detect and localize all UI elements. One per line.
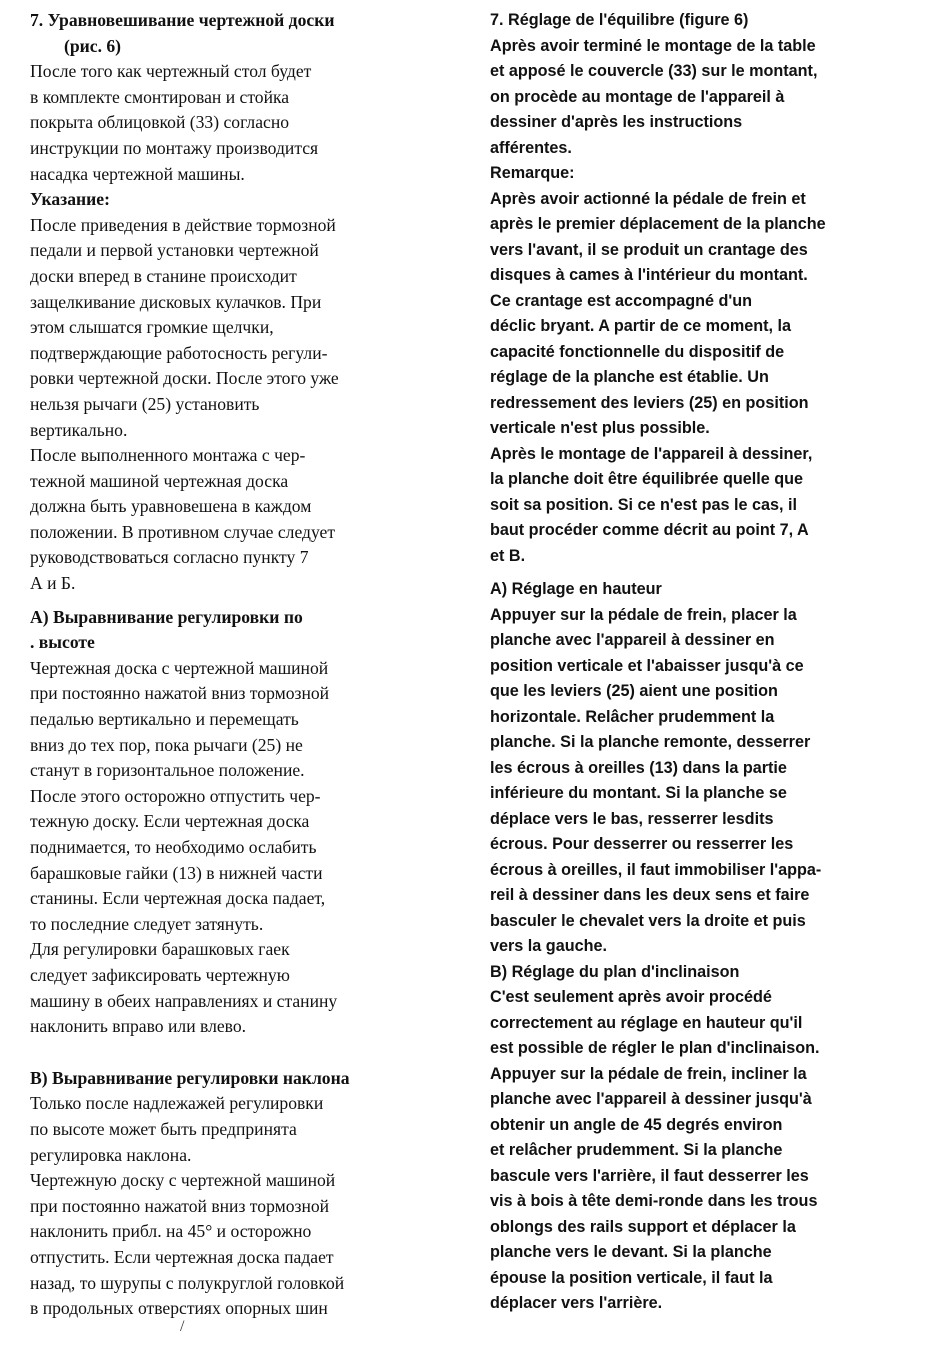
paragraph-line: et relâcher prudemment. Si la planche <box>490 1141 783 1159</box>
paragraph-line: Après le montage de l'appareil à dessiner, <box>490 444 813 463</box>
russian-column <box>30 8 440 1322</box>
paragraph-line: А и Б. <box>30 573 76 594</box>
paragraph-line: on procède au montage de l'appareil à <box>490 87 785 106</box>
paragraph-line: доски вперед в станине происходит <box>30 265 297 286</box>
french-column <box>490 8 898 1317</box>
paragraph-line: этом слышатся громкие щелчки, <box>30 317 274 338</box>
spacer <box>490 569 898 577</box>
paragraph-line: planche vers le devant. Si la planche <box>490 1243 772 1261</box>
paragraph-line: correctement au réglage en hauteur qu'il <box>490 1013 803 1032</box>
paragraph-line: поднимается, то необходимо ослабить <box>30 837 317 857</box>
paragraph-line: отпустить. Если чертежная доска падает <box>30 1246 334 1267</box>
paragraph-line: capacité fonctionnelle du dispositif de <box>490 342 785 361</box>
paragraph-line: écrous. Pour desserrer ou resserrer les <box>490 835 794 853</box>
paragraph-line: барашковые гайки (13) в нижней части <box>30 862 323 883</box>
paragraph-line: покрыта облицовкой (33) согласно <box>30 112 290 133</box>
spacer <box>30 1040 440 1066</box>
paragraph-line: planche avec l'appareil à dessiner en <box>490 631 775 649</box>
paragraph-line: После этого осторожно отпустить чер- <box>30 785 321 806</box>
paragraph-line: que les leviers (25) aient une position <box>490 682 778 700</box>
paragraph-line: по высоте может быть предпринята <box>30 1118 297 1139</box>
paragraph-line: После того как чертежный стол будет <box>30 61 312 82</box>
paragraph-line: назад, то шурупы с полукруглой головкой <box>30 1272 345 1293</box>
paragraph-line: в продольных отверстиях опорных шин <box>30 1298 328 1319</box>
paragraph-line: Чертежная доска с чертежной машиной <box>30 657 329 678</box>
note-heading: Remarque: <box>490 164 575 182</box>
paragraph-line: После выполненного монтажа с чер- <box>30 445 306 466</box>
paragraph-line: réglage de la planche est établie. Un <box>490 368 769 386</box>
paragraph-line: Appuyer sur la pédale de frein, placer la <box>490 605 797 624</box>
spacer <box>30 597 440 605</box>
paragraph-line: et apposé le couvercle (33) sur le montant, <box>490 62 818 80</box>
paragraph-line: нельзя рычаги (25) установить <box>30 393 260 414</box>
paragraph-line: подтверждающие работосность регули- <box>30 342 328 363</box>
paragraph-line: Только после надлежажей регулировки <box>30 1093 324 1114</box>
section-b-heading: B) Réglage du plan d'inclinaison <box>490 962 740 981</box>
paragraph-line: тежную доску. Если чертежная доска <box>30 811 310 832</box>
paragraph-line: должна быть уравновешена в каждом <box>30 496 312 517</box>
paragraph-line: станины. Если чертежная доска падает, <box>30 888 326 909</box>
paragraph-line: la planche doit être équilibrée quelle que <box>490 470 804 488</box>
paragraph-line: насадка чертежной машины. <box>30 163 245 184</box>
paragraph-line: защелкивание дисковых кулачков. При <box>30 291 322 312</box>
paragraph-line: тежной машиной чертежная доска <box>30 470 289 491</box>
paragraph-line: basculer le chevalet vers la droite et puis <box>490 911 806 930</box>
paragraph-line: baut procéder comme décrit au point 7, A <box>490 521 809 539</box>
paragraph-line: педалью вертикально и перемещать <box>30 709 299 730</box>
paragraph-line: наклонить вправо или влево. <box>30 1016 247 1037</box>
paragraph-line: planche avec l'appareil à dessiner jusqu'à <box>490 1090 812 1108</box>
paragraph-line: soit sa position. Si ce n'est pas le cas, il <box>490 495 798 514</box>
stray-mark: / <box>180 1318 185 1335</box>
paragraph-line: следует зафиксировать чертежную <box>30 964 290 985</box>
paragraph-line: après le premier déplacement de la planche <box>490 215 826 233</box>
section-7-heading-cont: (рис. 6) <box>64 35 122 56</box>
paragraph-line: déclic bryant. A partir de ce moment, la <box>490 317 792 335</box>
paragraph-line: épouse la position verticale, il faut la <box>490 1268 773 1287</box>
paragraph-line: horizontale. Relâcher prudemment la <box>490 707 775 726</box>
section-a-heading: A) Réglage en hauteur <box>490 580 662 598</box>
paragraph-line: то последние следует затянуть. <box>30 913 264 934</box>
paragraph-line: регулировка наклона. <box>30 1144 192 1165</box>
paragraph-line: наклонить прибл. на 45° и осторожно <box>30 1221 312 1242</box>
paragraph-line: vers la gauche. <box>490 937 607 955</box>
paragraph-line: écrous à oreilles, il faut immobiliser l'appa- <box>490 860 822 879</box>
note-heading: Указание: <box>30 189 110 210</box>
paragraph-line: Après avoir actionné la pédale de frein et <box>490 189 806 208</box>
section-b-heading: В) Выравнивание регулировки наклона <box>30 1067 350 1088</box>
section-7-heading: 7. Уравновешивание чертежной доски <box>30 10 335 30</box>
paragraph-line: вниз до тех пор, пока рычаги (25) не <box>30 734 303 755</box>
paragraph-line: les écrous à oreilles (13) dans la partie <box>490 758 787 777</box>
paragraph-line: redressement des leviers (25) en position <box>490 393 809 412</box>
paragraph-line: при постоянно нажатой вниз тормозной <box>30 683 330 704</box>
paragraph-line: После приведения в действие тормозной <box>30 214 336 235</box>
paragraph-line: Appuyer sur la pédale de frein, incliner la <box>490 1064 807 1083</box>
paragraph-line: obtenir un angle de 45 degrés environ <box>490 1115 783 1134</box>
paragraph-line: dessiner d'après les instructions <box>490 113 743 131</box>
paragraph-line: Для регулировки барашковых гаек <box>30 939 290 960</box>
paragraph-line: машину в обеих направлениях и станину <box>30 990 338 1011</box>
paragraph-line: в комплекте смонтирован и стойка <box>30 86 290 107</box>
paragraph-line: disques à cames à l'intérieur du montant. <box>490 266 808 284</box>
paragraph-line: vis à bois à tête demi-ronde dans les trous <box>490 1192 818 1210</box>
paragraph-line: oblongs des rails support et déplacer la <box>490 1217 796 1236</box>
paragraph-line: при постоянно нажатой вниз тормозной <box>30 1195 330 1216</box>
paragraph-line: станут в горизонтальное положение. <box>30 760 305 781</box>
paragraph-line: ровки чертежной доски. После этого уже <box>30 368 339 389</box>
paragraph-line: déplace vers le bas, resserrer lesdits <box>490 809 774 828</box>
section-a-heading-cont: . высоте <box>30 632 95 653</box>
paragraph-line: Après avoir terminé le montage de la table <box>490 36 816 55</box>
paragraph-line: reil à dessiner dans les deux sens et faire <box>490 886 810 904</box>
paragraph-line: inférieure du montant. Si la planche se <box>490 784 787 802</box>
paragraph-line: et B. <box>490 546 526 565</box>
paragraph-line: вертикально. <box>30 419 128 440</box>
paragraph-line: инструкции по монтажу производится <box>30 137 319 158</box>
paragraph-line: planche. Si la planche remonte, desserrer <box>490 733 811 751</box>
paragraph-line: vers l'avant, il se produit un crantage des <box>490 240 808 259</box>
paragraph-line: déplacer vers l'arrière. <box>490 1294 663 1312</box>
paragraph-line: verticale n'est plus possible. <box>490 419 710 437</box>
paragraph-line: C'est seulement après avoir procédé <box>490 988 772 1006</box>
paragraph-line: est possible de régler le plan d'inclinaison. <box>490 1039 820 1057</box>
paragraph-line: руководствоваться согласно пункту 7 <box>30 547 309 568</box>
section-a-heading: А) Выравнивание регулировки по <box>30 606 303 627</box>
paragraph-line: Ce crantage est accompagné d'un <box>490 291 753 310</box>
section-7-heading: 7. Réglage de l'équilibre (figure 6) <box>490 11 749 29</box>
paragraph-line: положении. В противном случае следует <box>30 521 336 542</box>
paragraph-line: bascule vers l'arrière, il faut desserrer les <box>490 1166 809 1185</box>
paragraph-line: педали и первой установки чертежной <box>30 240 319 261</box>
paragraph-line: afférentes. <box>490 138 572 157</box>
paragraph-line: position verticale et l'abaisser jusqu'à ce <box>490 656 804 675</box>
paragraph-line: Чертежную доску с чертежной машиной <box>30 1170 336 1191</box>
